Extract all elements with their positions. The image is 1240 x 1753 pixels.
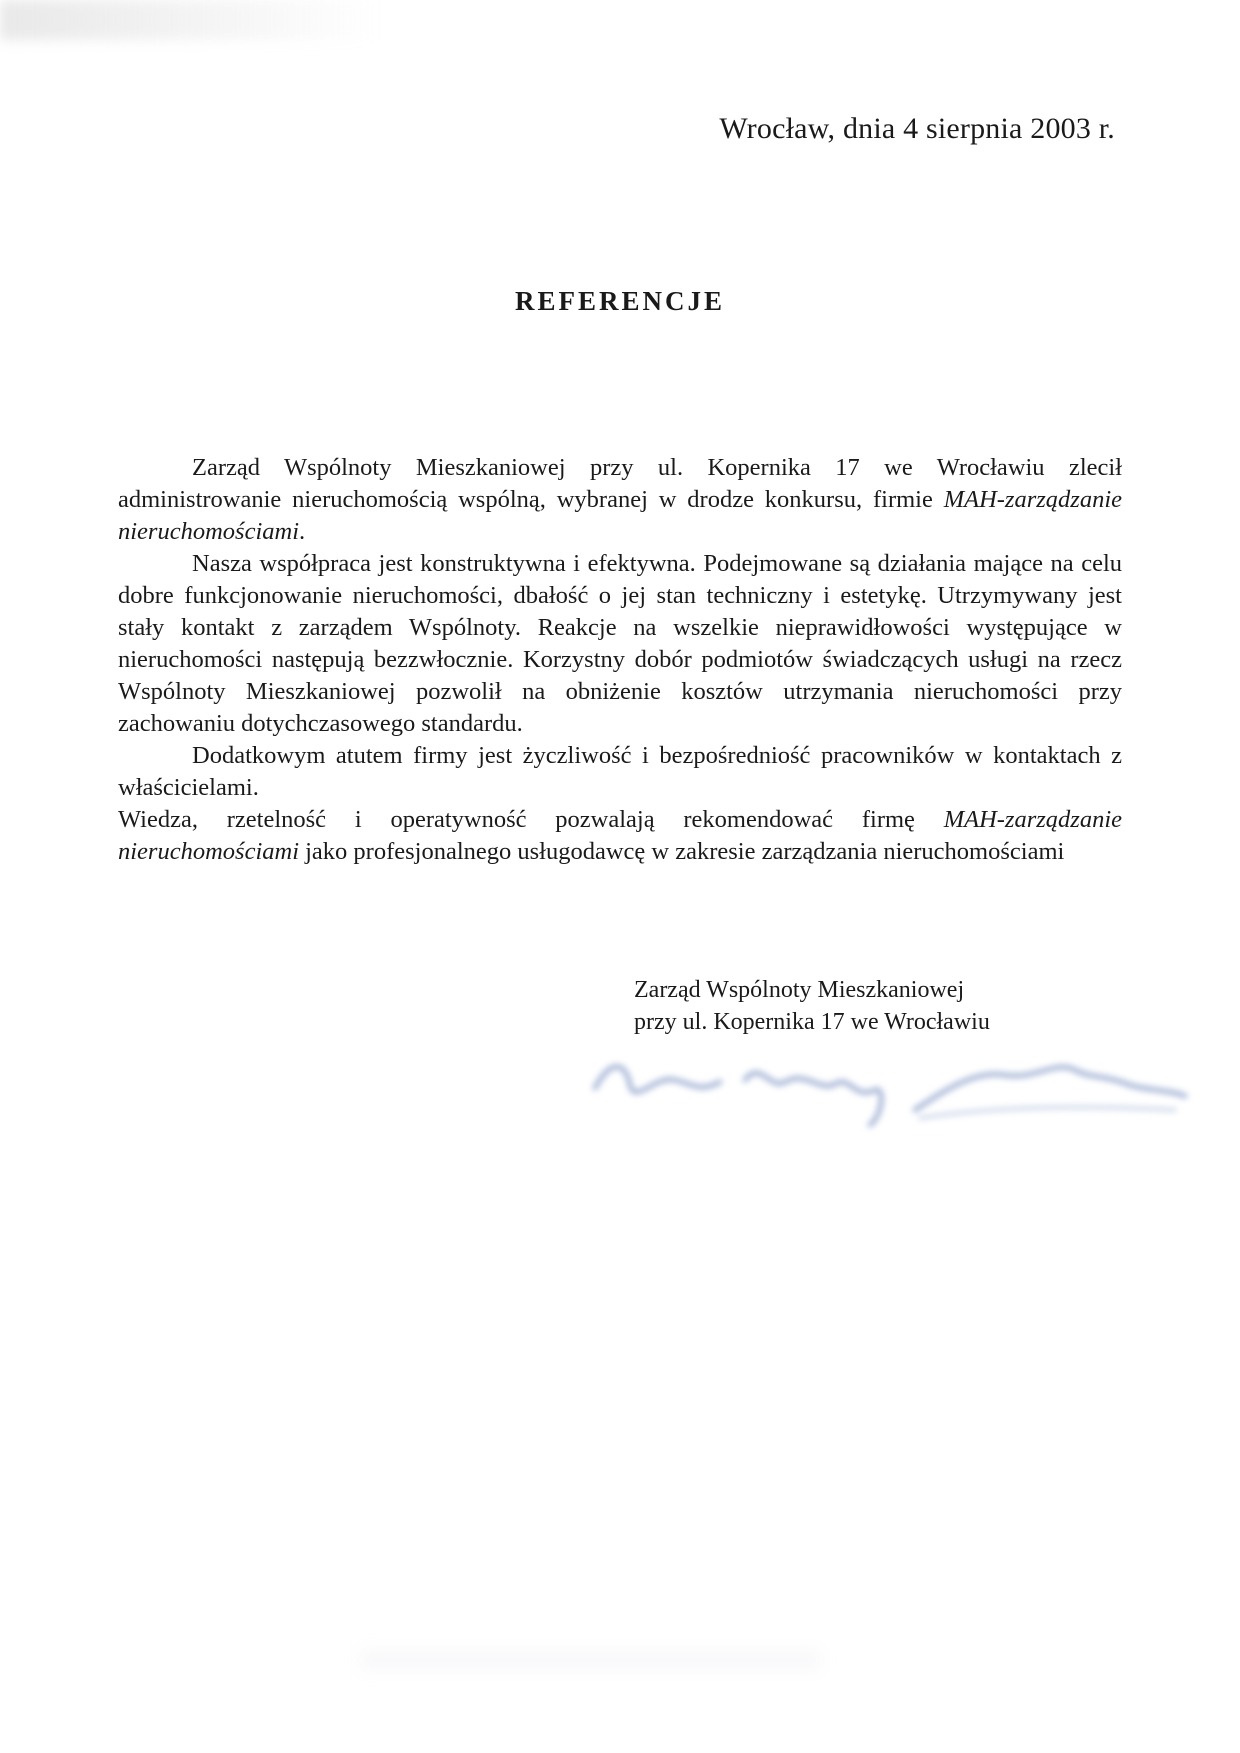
paragraph-3: Dodatkowym atutem firmy jest życzliwość i bezpośredniość pracowników w kontaktach z właścicielami.: [118, 742, 1122, 801]
scan-edge-shadow: [0, 0, 380, 40]
company-name: MAH-zarządzanie nieruchomościami: [118, 806, 1122, 865]
signatory-line-1: Zarząd Wspólnoty Mieszkaniowej: [634, 977, 965, 1003]
paragraph-4-end: jako profesjonalnego usługodawcę w zakresie zarządzania nieruchomościami: [299, 838, 1065, 865]
letter-body: [118, 452, 1122, 868]
paragraph-1-text: Zarząd Wspólnoty Mieszkaniowej przy ul. Kopernika 17 we Wrocławiu zlecił administrowanie nieruchomością wspólną, wybranej w drodze konkursu, firmie: [118, 454, 1122, 513]
paragraph-2: Nasza współpraca jest konstruktywna i efektywna. Podejmowane są działania mające na celu dobre funkcjonowanie nieruchomości, dbałość o jej stan techniczny i estetykę. Utrzymywany jest stały kontakt z zarządem Wspólnoty. Reakcje na wszelkie nieprawidłowości występujące w nieruchomości następują bezzwłocznie. Korzystny dobór podmiotów świadczących usługi na rzecz Wspólnoty Mieszkaniowej pozwolił na obniżenie kosztów utrzymania nieruchomości przy zachowaniu dotychczasowego standardu.: [118, 550, 1122, 737]
paragraph-4: [118, 804, 1122, 868]
paragraph-1-end: .: [299, 518, 306, 545]
document-title: REFERENCJE: [514, 286, 726, 316]
signature-2: [745, 1073, 881, 1125]
paragraph-1: [118, 452, 1122, 548]
date-line: Wrocław, dnia 4 sierpnia 2003 r.: [719, 112, 1115, 145]
signature-1: [595, 1067, 720, 1092]
company-name: MAH-zarządzanie nieruchomościami: [118, 486, 1122, 545]
paragraph-4-text: Wiedza, rzetelność i operatywność pozwalają rekomendować firmę: [118, 806, 944, 833]
signatory-block: [634, 974, 990, 1038]
signatory-line-2: przy ul. Kopernika 17 we Wrocławiu: [634, 1009, 990, 1035]
signature-3: [915, 1067, 1185, 1110]
signature-3-underline: [920, 1107, 1175, 1118]
signature-strokes: [595, 1067, 1185, 1125]
handwritten-signatures: [585, 1030, 1205, 1140]
faint-scan-mark: [360, 1650, 820, 1670]
